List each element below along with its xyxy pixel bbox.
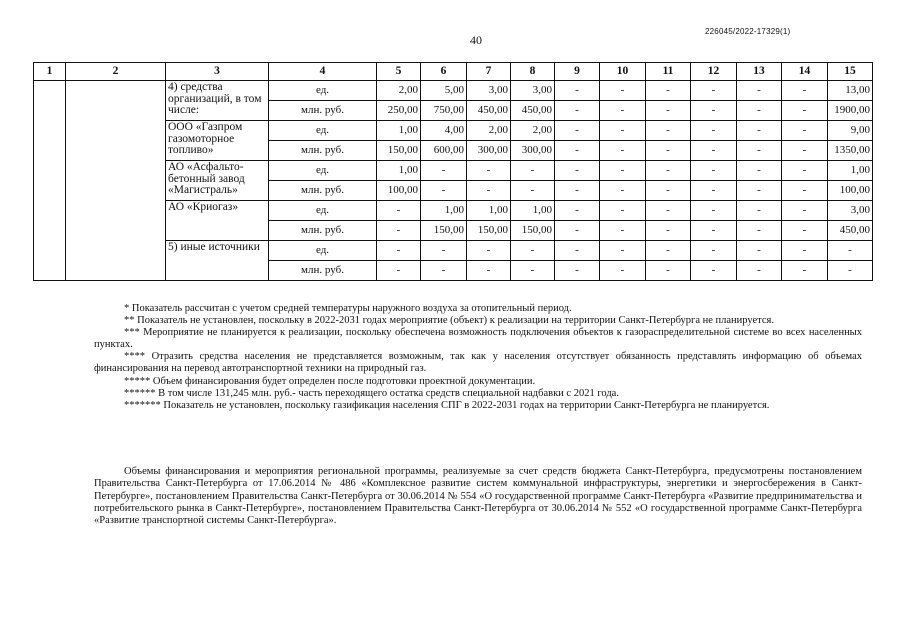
value-cell: - [782,141,828,161]
value-cell: 4,00 [421,121,467,141]
value-cell: - [782,221,828,241]
unit-cell: ед. [269,121,377,141]
value-cell: - [691,241,737,261]
value-cell: 300,00 [467,141,511,161]
value-cell: - [555,241,600,261]
value-cell: 450,00 [511,101,555,121]
value-cell: 2,00 [377,81,421,101]
source-name: 4) средства организаций, в том числе: [166,81,269,121]
value-cell: 2,00 [467,121,511,141]
value-cell: 1350,00 [828,141,873,161]
unit-cell: млн. руб. [269,101,377,121]
value-cell: - [646,181,691,201]
col-1-cell [34,81,66,281]
value-cell: - [737,181,782,201]
column-header: 10 [600,63,646,81]
unit-cell: млн. руб. [269,181,377,201]
value-cell: - [782,261,828,281]
source-name: ООО «Газпром газомоторное топливо» [166,121,269,161]
value-cell: - [737,161,782,181]
unit-cell: млн. руб. [269,261,377,281]
value-cell: 150,00 [421,221,467,241]
column-header: 5 [377,63,421,81]
value-cell: - [421,241,467,261]
value-cell: 9,00 [828,121,873,141]
footnote: ******* Показатель не установлен, поскольку газификация населения СПГ в 2022-2031 годах на территории Санкт-Петербурга не планируется. [124,399,770,411]
closing-paragraph: Объемы финансирования и мероприятия региональной программы, реализуемые за счет средств бюджета Санкт-Петербурга, предусмотрены постановлением Правительства Санкт-Петербурга от 17.06.2014 № 486 «Комплексное развитие систем коммунальной инфраструктуры, энергетики и энергосбережения в Санкт-Петербурге», постановлением Правительства Санкт-Петербурга от 30.06.2014 № 554 «О государственной программе Санкт-Петербурга «Развитие предпринимательства и потребительского рынка в Санкт-Петербурге», постановлением Правительства Санкт-Петербурга от 30.06.2014 № 552 «О государственной программе Санкт-Петербурга «Развитие транспортной системы Санкт-Петербурга». [94,466,862,527]
value-cell: - [782,121,828,141]
column-header: 15 [828,63,873,81]
value-cell: - [377,261,421,281]
value-cell: - [737,201,782,221]
value-cell: - [737,261,782,281]
value-cell: - [600,81,646,101]
unit-cell: ед. [269,241,377,261]
value-cell: 250,00 [377,101,421,121]
value-cell: - [828,241,873,261]
value-cell: - [600,221,646,241]
value-cell: - [377,201,421,221]
value-cell: - [555,201,600,221]
value-cell: 1,00 [511,201,555,221]
column-header: 7 [467,63,511,81]
unit-cell: ед. [269,161,377,181]
value-cell: - [782,81,828,101]
value-cell: - [467,261,511,281]
value-cell: - [691,121,737,141]
value-cell: - [646,81,691,101]
value-cell: 300,00 [511,141,555,161]
value-cell: - [782,181,828,201]
value-cell: 100,00 [377,181,421,201]
value-cell: - [555,161,600,181]
value-cell: - [646,241,691,261]
value-cell: - [782,101,828,121]
value-cell: - [737,241,782,261]
value-cell: 450,00 [828,221,873,241]
value-cell: 3,00 [467,81,511,101]
value-cell: 5,00 [421,81,467,101]
value-cell: - [691,261,737,281]
value-cell: 1,00 [421,201,467,221]
value-cell: - [511,181,555,201]
column-header: 1 [34,63,66,81]
value-cell: - [646,201,691,221]
value-cell: - [737,121,782,141]
column-header: 11 [646,63,691,81]
value-cell: 1,00 [828,161,873,181]
value-cell: - [555,141,600,161]
column-header: 13 [737,63,782,81]
value-cell: - [737,81,782,101]
footnote: ****** В том числе 131,245 млн. руб.- часть переходящего остатка средств специальной надбавки с 2021 года. [124,387,619,399]
value-cell: 1,00 [467,201,511,221]
value-cell: 1,00 [377,161,421,181]
value-cell: - [600,141,646,161]
column-header: 8 [511,63,555,81]
value-cell: - [555,101,600,121]
value-cell: - [467,161,511,181]
value-cell: - [600,201,646,221]
value-cell: - [646,221,691,241]
value-cell: 150,00 [511,221,555,241]
table-row [34,81,873,101]
value-cell: - [600,261,646,281]
column-header: 2 [66,63,166,81]
value-cell: - [555,221,600,241]
footnote: **** Отразить средства населения не представляется возможным, так как у населения отсутствует обязанность представлять информацию об объемах финансирования на перевод автотранспортной техники на природный газ. [94,351,862,375]
value-cell: - [600,121,646,141]
value-cell: 3,00 [511,81,555,101]
source-name: АО «Асфальто-бетонный завод «Магистраль» [166,161,269,201]
unit-cell: млн. руб. [269,221,377,241]
value-cell: 150,00 [467,221,511,241]
value-cell: - [421,181,467,201]
value-cell: - [737,101,782,121]
footnote: *** Мероприятие не планируется к реализации, поскольку обеспечена возможность подключения объектов к газораспределительной системе во всех населенных пунктах. [94,327,862,351]
column-header: 4 [269,63,377,81]
column-header: 3 [166,63,269,81]
value-cell: - [511,161,555,181]
value-cell: 13,00 [828,81,873,101]
value-cell: - [737,221,782,241]
value-cell: - [691,141,737,161]
value-cell: - [421,261,467,281]
value-cell: - [511,261,555,281]
value-cell: - [691,161,737,181]
value-cell: - [600,101,646,121]
value-cell: - [737,141,782,161]
value-cell: - [555,181,600,201]
value-cell: - [646,161,691,181]
value-cell: - [691,201,737,221]
column-header: 14 [782,63,828,81]
value-cell: - [600,161,646,181]
value-cell: - [555,81,600,101]
value-cell: - [782,161,828,181]
value-cell: - [600,241,646,261]
value-cell: 1900,00 [828,101,873,121]
value-cell: - [646,141,691,161]
value-cell: 750,00 [421,101,467,121]
value-cell: - [511,241,555,261]
value-cell: 450,00 [467,101,511,121]
value-cell: - [646,101,691,121]
value-cell: - [467,181,511,201]
footnote: ** Показатель не установлен, поскольку в 2022-2031 годах мероприятие (объект) к реализации на территории Санкт-Петербурга не планируется. [124,315,774,327]
column-header: 6 [421,63,467,81]
value-cell: - [600,181,646,201]
table-header-row [34,63,873,81]
value-cell: - [555,261,600,281]
value-cell: - [646,261,691,281]
col-2-cell [66,81,166,281]
value-cell: 2,00 [511,121,555,141]
value-cell: 600,00 [421,141,467,161]
column-header: 9 [555,63,600,81]
page-number: 40 [470,33,482,47]
value-cell: 150,00 [377,141,421,161]
column-header: 12 [691,63,737,81]
value-cell: - [691,181,737,201]
value-cell: 100,00 [828,181,873,201]
value-cell: - [555,121,600,141]
value-cell: - [691,221,737,241]
value-cell: - [377,241,421,261]
source-name: АО «Криогаз» [166,201,269,241]
unit-cell: ед. [269,201,377,221]
value-cell: - [377,221,421,241]
value-cell: - [782,201,828,221]
footnotes [94,303,862,412]
financing-table [33,62,873,281]
value-cell: - [467,241,511,261]
value-cell: - [646,121,691,141]
document-id: 226045/2022-17329(1) [705,27,791,36]
unit-cell: ед. [269,81,377,101]
unit-cell: млн. руб. [269,141,377,161]
value-cell: - [782,241,828,261]
footnote: * Показатель рассчитан с учетом средней температуры наружного воздуха за отопительный период. [124,303,572,314]
value-cell: - [691,81,737,101]
value-cell: 1,00 [377,121,421,141]
footnote: ***** Объем финансирования будет определен после подготовки проектной документации. [124,375,536,387]
value-cell: - [421,161,467,181]
value-cell: - [691,101,737,121]
source-name: 5) иные источники [166,241,269,281]
value-cell: - [828,261,873,281]
value-cell: 3,00 [828,201,873,221]
